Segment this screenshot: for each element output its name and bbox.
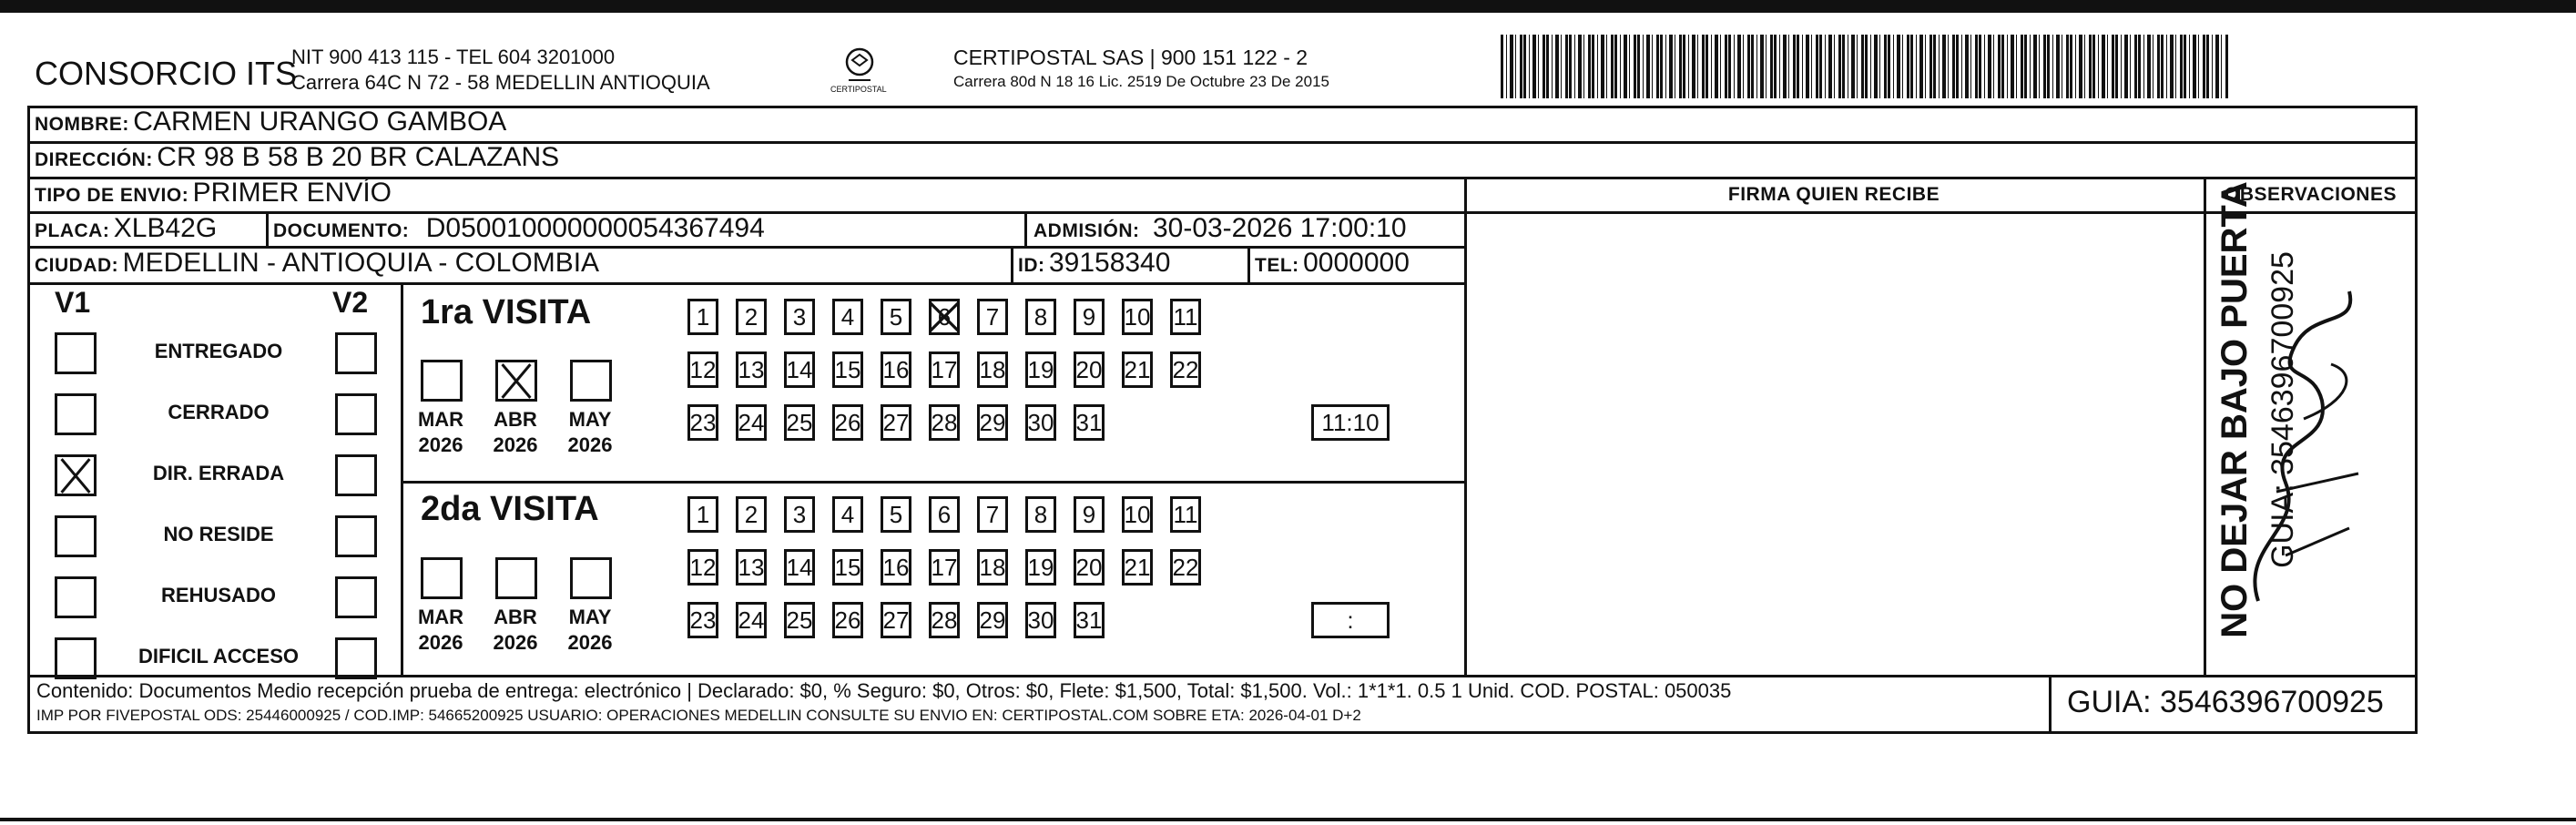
day-box[interactable]: 5 [881, 496, 911, 533]
day-box[interactable]: 3 [784, 496, 815, 533]
id-label: ID: [1018, 255, 1045, 276]
tel-label: TEL: [1255, 255, 1299, 276]
month-checkbox[interactable] [495, 360, 537, 402]
footer-line-2: IMP POR FIVEPOSTAL ODS: 25446000925 / COD.IMP: 54665200925 USUARIO: OPERACIONES MEDELLIN CONSULTE SU ENVIO EN: CERTIPOSTAL.COM SOBRE ETA: 2026-04-01 D+2 [36, 707, 1361, 724]
v2-label: V2 [332, 286, 369, 319]
day-box[interactable]: 31 [1074, 404, 1105, 441]
day-box[interactable]: 22 [1170, 549, 1201, 586]
month-checkbox[interactable] [421, 360, 463, 402]
id-value: 39158340 [1048, 248, 1171, 278]
reason-label: ENTREGADO [154, 340, 283, 362]
day-box[interactable]: 14 [784, 549, 815, 586]
day-box[interactable]: 8 [1025, 299, 1056, 335]
day-box[interactable]: 2 [736, 496, 767, 533]
reason-label: NO RESIDE [163, 523, 274, 545]
month-year-label: 2026 [567, 433, 613, 456]
reason-label: DIFICIL ACCESO [137, 645, 299, 667]
day-box[interactable]: 21 [1122, 549, 1153, 586]
firma-header: FIRMA QUIEN RECIBE [1727, 184, 1940, 205]
day-box[interactable]: 5 [881, 299, 911, 335]
day-box[interactable]: 4 [832, 496, 863, 533]
company-name: CONSORCIO ITS [35, 55, 298, 92]
day-box[interactable]: 28 [929, 404, 960, 441]
nit-line: NIT 900 413 115 - TEL 604 3201000 [291, 46, 616, 68]
day-box[interactable]: 23 [687, 404, 718, 441]
day-box[interactable]: 16 [881, 351, 911, 388]
day-box[interactable]: 25 [784, 404, 815, 441]
day-box[interactable]: 2 [736, 299, 767, 335]
day-box[interactable]: 16 [881, 549, 911, 586]
company-address: Carrera 64C N 72 - 58 MEDELLIN ANTIOQUIA [291, 71, 710, 94]
day-box[interactable]: 13 [736, 351, 767, 388]
day-box[interactable]: 10 [1122, 299, 1153, 335]
reason-label: DIR. ERRADA [152, 462, 285, 484]
documento-label: DOCUMENTO: [273, 220, 410, 241]
day-box[interactable]: 7 [977, 496, 1008, 533]
v2-checkbox[interactable] [335, 576, 377, 618]
day-box[interactable]: 13 [736, 549, 767, 586]
second-visit-title: 2da VISITA [421, 490, 599, 528]
certipostal-line: CERTIPOSTAL SAS | 900 151 122 - 2 [953, 46, 1308, 69]
day-box[interactable]: 24 [736, 602, 767, 638]
day-box[interactable]: 20 [1074, 549, 1105, 586]
nombre-value: CARMEN URANGO GAMBOA [133, 107, 507, 137]
month-year-label: 2026 [418, 631, 463, 654]
ciudad-label: CIUDAD: [35, 255, 119, 276]
month-year-label: 2026 [418, 433, 463, 456]
tipo-envio-label: TIPO DE ENVIO: [35, 185, 189, 206]
day-box[interactable]: 29 [977, 602, 1008, 638]
month-checkbox[interactable] [495, 557, 537, 599]
day-box[interactable]: 12 [687, 549, 718, 586]
day-box[interactable]: 30 [1025, 602, 1056, 638]
nombre-field [35, 107, 506, 138]
v2-checkbox[interactable] [335, 515, 377, 557]
day-box[interactable]: 6 [929, 496, 960, 533]
first-visit-title: 1ra VISITA [421, 293, 592, 331]
day-box[interactable]: 28 [929, 602, 960, 638]
day-box[interactable]: 9 [1074, 496, 1105, 533]
day-box[interactable]: 6 [929, 299, 960, 335]
day-box[interactable]: 11 [1170, 299, 1201, 335]
certipostal-logo-text: CERTIPOSTAL [830, 85, 887, 94]
day-box[interactable]: 31 [1074, 602, 1105, 638]
direccion-label: DIRECCIÓN: [35, 149, 153, 170]
v1-label: V1 [55, 286, 91, 319]
day-box[interactable]: 24 [736, 404, 767, 441]
top-border [0, 0, 2576, 13]
documento-field [273, 213, 765, 244]
placa-label: PLACA: [35, 220, 110, 241]
day-box[interactable]: 18 [977, 549, 1008, 586]
tel-value: 0000000 [1303, 248, 1410, 278]
month-year-label: 2026 [567, 631, 613, 654]
v2-checkbox[interactable] [335, 454, 377, 496]
month-label: MAR [417, 408, 464, 431]
day-box[interactable]: 21 [1122, 351, 1153, 388]
month-year-label: 2026 [493, 631, 538, 654]
guia-box: GUIA: 3546396700925 [2067, 685, 2384, 719]
day-box[interactable]: 30 [1025, 404, 1056, 441]
footer-line-1: Contenido: Documentos Medio recepción prueba de entrega: electrónico | Declarado: $0, % Seguro: $0, Otros: $0, Flete: $1,500, Total: $1,500. Vol.: 1*1*1. 0.5 1 Unid. COD. POSTAL: 050035 [36, 679, 1732, 702]
day-box[interactable]: 7 [977, 299, 1008, 335]
day-box[interactable]: 18 [977, 351, 1008, 388]
admision-field [1033, 213, 1407, 244]
day-box[interactable]: 10 [1122, 496, 1153, 533]
day-box[interactable]: 19 [1025, 549, 1056, 586]
day-box[interactable]: 14 [784, 351, 815, 388]
v2-checkbox[interactable] [335, 637, 377, 679]
month-label: ABR [494, 408, 537, 431]
v2-checkbox[interactable] [335, 332, 377, 374]
ciudad-value: MEDELLIN - ANTIOQUIA - COLOMBIA [122, 248, 600, 278]
day-box[interactable]: 12 [687, 351, 718, 388]
day-box[interactable]: 26 [832, 602, 863, 638]
reason-label: CERRADO [168, 401, 270, 423]
day-box[interactable]: 9 [1074, 299, 1105, 335]
day-box[interactable]: 27 [881, 602, 911, 638]
day-box[interactable]: 1 [687, 299, 718, 335]
day-box[interactable]: 17 [929, 351, 960, 388]
recipient-signature [1466, 213, 2202, 673]
month-checkbox[interactable] [570, 557, 612, 599]
side-guia: GUIA: 3546396700925 [2265, 251, 2300, 568]
tel-field [1255, 248, 1410, 279]
nombre-label: NOMBRE: [35, 114, 129, 135]
placa-value: XLB42G [113, 213, 218, 243]
month-checkbox[interactable] [570, 360, 612, 402]
day-box[interactable]: 22 [1170, 351, 1201, 388]
admision-label: ADMISIÓN: [1033, 220, 1140, 241]
tipo-envio-value: PRIMER ENVÍO [192, 178, 392, 208]
day-box[interactable]: 3 [784, 299, 815, 335]
certipostal-logo-icon [840, 46, 880, 86]
day-box[interactable]: 29 [977, 404, 1008, 441]
day-box[interactable]: 8 [1025, 496, 1056, 533]
day-box[interactable]: 20 [1074, 351, 1105, 388]
day-box[interactable]: 15 [832, 549, 863, 586]
day-box[interactable]: 25 [784, 602, 815, 638]
day-box[interactable]: 19 [1025, 351, 1056, 388]
tipo-envio-field [35, 178, 392, 209]
day-box[interactable]: 15 [832, 351, 863, 388]
id-field [1018, 248, 1170, 279]
admision-value: 30-03-2026 17:00:10 [1152, 213, 1407, 243]
barcode [1501, 35, 2229, 98]
day-box[interactable]: 17 [929, 549, 960, 586]
time-box[interactable]: 11:10 [1311, 404, 1390, 441]
reason-label: REHUSADO [161, 584, 276, 606]
day-box[interactable]: 23 [687, 602, 718, 638]
v2-checkbox[interactable] [335, 393, 377, 435]
day-box[interactable]: 26 [832, 404, 863, 441]
observaciones-header: OBSERVACIONES [2225, 184, 2397, 205]
certipostal-logo [840, 46, 880, 86]
month-label: MAR [417, 606, 464, 628]
time-box[interactable]: : [1311, 602, 1390, 638]
day-box[interactable]: 11 [1170, 496, 1201, 533]
placa-field [35, 213, 217, 244]
side-no-dejar: NO DEJAR BAJO PUERTA [2215, 181, 2255, 638]
month-year-label: 2026 [493, 433, 538, 456]
day-box[interactable]: 4 [832, 299, 863, 335]
ciudad-field [35, 248, 599, 279]
documento-value: D050010000000054367494 [425, 213, 765, 243]
day-box[interactable]: 27 [881, 404, 911, 441]
direccion-field [35, 142, 559, 173]
certipostal-address: Carrera 80d N 18 16 Lic. 2519 De Octubre 23 De 2015 [953, 73, 1329, 90]
direccion-value: CR 98 B 58 B 20 BR CALAZANS [157, 142, 560, 172]
day-box[interactable]: 1 [687, 496, 718, 533]
month-label: MAY [568, 408, 612, 431]
month-label: ABR [494, 606, 537, 628]
month-label: MAY [568, 606, 612, 628]
month-checkbox[interactable] [421, 557, 463, 599]
bottom-border [0, 818, 2576, 821]
